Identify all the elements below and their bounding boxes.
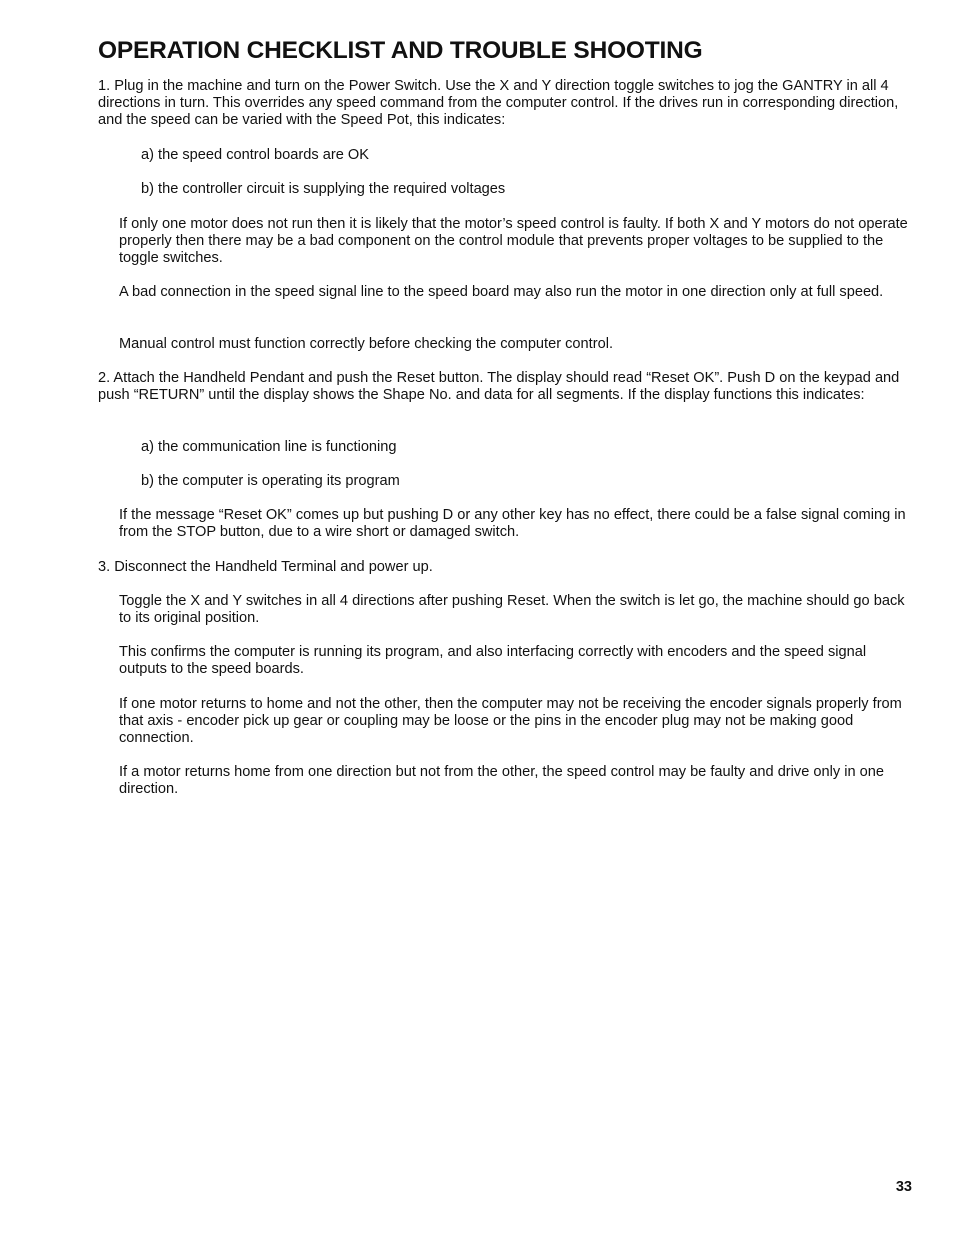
step-2-note-false-signal: If the message “Reset OK” comes up but pushing D or any other key has no effect, there could be a false signal coming in from the STOP button, due to a wire short or damaged switch. <box>119 507 906 541</box>
step-2-paragraph: 2. Attach the Handheld Pendant and push the Reset button. The display should read “Reset OK”. Push D on the keypad and push “RETURN” until the display shows the Shape No. and data for all segments. If the display functions this indicates: <box>98 370 900 404</box>
step-3-confirmation: This confirms the computer is running its program, and also interfacing correctly with encoders and the speed signal outputs to the speed boards. <box>119 644 867 678</box>
step-3-note-encoder: If one motor returns to home and not the other, then the computer may not be receiving the encoder signals properly from that axis - encoder pick up gear or coupling may be loose or the pins in the encoder plug may not be making good connection. <box>119 696 902 747</box>
step-1-indication-b: b) the controller circuit is supplying the required voltages <box>141 181 506 197</box>
page-number: 33 <box>895 1179 912 1195</box>
step-1-paragraph: 1. Plug in the machine and turn on the Power Switch. Use the X and Y direction toggle switches to jog the GANTRY in all 4 directions in turn. This overrides any speed command from the computer control. If the drives run in corresponding direction, and the speed can be varied with the Speed Pot, this indicates: <box>98 78 899 129</box>
step-1-note-motor-fault: If only one motor does not run then it is likely that the motor’s speed control is faulty. If both X and Y motors do not operate properly then there may be a bad component on the control module that prevents proper voltages to be supplied to the toggle switches. <box>119 216 908 267</box>
step-2-indication-a: a) the communication line is functioning <box>141 439 397 455</box>
step-1-note-manual-control: Manual control must function correctly before checking the computer control. <box>119 336 613 352</box>
step-1-note-bad-connection: A bad connection in the speed signal line to the speed board may also run the motor in one direction only at full speed. <box>119 284 884 300</box>
step-3-toggle-instructions: Toggle the X and Y switches in all 4 directions after pushing Reset. When the switch is let go, the machine should go back to its original position. <box>119 593 905 627</box>
step-3-note-speed-control: If a motor returns home from one direction but not from the other, the speed control may be faulty and drive only in one direction. <box>119 764 884 798</box>
step-3-paragraph: 3. Disconnect the Handheld Terminal and power up. <box>98 559 433 575</box>
step-1-indication-a: a) the speed control boards are OK <box>141 147 369 163</box>
page-title: OPERATION CHECKLIST AND TROUBLE SHOOTING <box>98 37 703 64</box>
step-2-indication-b: b) the computer is operating its program <box>141 473 400 489</box>
